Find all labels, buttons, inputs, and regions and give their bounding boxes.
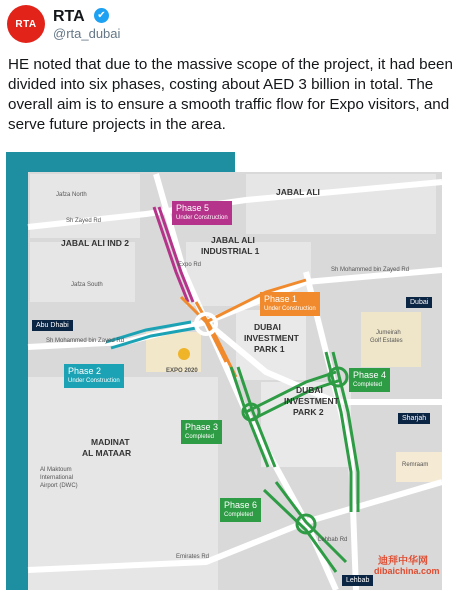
phase-5-tag[interactable] (172, 201, 232, 225)
verified-badge-icon: ✔ (94, 8, 109, 23)
avatar-text: RTA (15, 18, 37, 30)
phase-3-title: Phase 3 (185, 422, 219, 432)
area-madinat-l1: MADINAT (91, 437, 130, 447)
road-expo: Expo Rd (178, 262, 202, 268)
expo-label: EXPO 2020 (166, 368, 198, 374)
block-jafza-south (30, 242, 135, 302)
phase-4-title: Phase 4 (353, 370, 387, 380)
phase-3-status: Completed (185, 434, 215, 440)
area-jebel-ali: JABAL ALI (276, 187, 320, 197)
dest-lehbab: Lehbab (342, 575, 373, 586)
phase-4-status: Completed (353, 382, 383, 388)
area-jebel-ali-ind1-l2: INDUSTRIAL 1 (201, 246, 260, 256)
road-mbz-top: Sh Mohammed bin Zayed Rd (331, 267, 410, 273)
phase-6-status: Completed (224, 512, 254, 518)
area-dip2-l1: DUBAI (296, 385, 323, 395)
phase-2-status: Under Construction (68, 378, 120, 384)
phase-6-title: Phase 6 (224, 500, 258, 510)
account-name[interactable]: RTA (53, 8, 85, 25)
area-remraam: Remraam (402, 462, 429, 468)
road-emirates: Emirates Rd (176, 554, 210, 560)
area-airport-l2: International (40, 475, 74, 481)
account-handle[interactable]: @rta_dubai (53, 26, 121, 41)
phase-5-status: Under Construction (176, 215, 228, 221)
watermark-chinese: 迪拜中华网 (378, 556, 428, 567)
tweet-header (0, 0, 472, 52)
dest-sharjah: Sharjah (398, 413, 430, 424)
road-lehbab: Lehbab Rd (318, 537, 348, 543)
phase-4-tag[interactable] (349, 368, 390, 392)
expo-logo-icon (178, 348, 190, 360)
phase-6-tag[interactable] (220, 498, 261, 522)
phase-5-title: Phase 5 (176, 203, 210, 213)
phase-1-status: Under Construction (264, 306, 316, 312)
phase-2-title: Phase 2 (68, 366, 102, 376)
phase-1-tag[interactable] (260, 292, 320, 316)
area-dip1-l3: PARK 1 (254, 344, 285, 354)
area-jumeirah-l1: Jumeirah (376, 330, 401, 336)
area-jebel-ali-ind2: JABAL ALI IND 2 (61, 238, 130, 248)
watermark-url: dibaichina.com (374, 566, 440, 576)
phase-1-title: Phase 1 (264, 294, 298, 304)
phase-3-tag[interactable] (181, 420, 222, 444)
block-jafza-north (30, 174, 140, 238)
tweet-text: HE noted that due to the massive scope of the project, it had been divided into six phases, costing about AED 3 billion in total. The overall aim is to ensure a smooth traffic flow for Expo visitors, and serve future projects in the area. (8, 56, 453, 133)
area-jebel-ali-ind1-l1: JABAL ALI (211, 235, 255, 245)
dest-abu-dhabi: Abu Dhabi (32, 320, 73, 331)
area-jafza-north: Jafza North (56, 192, 87, 198)
area-airport-l1: Al Maktoum (40, 467, 72, 473)
area-dip2-l2: INVESTMENT (284, 396, 339, 406)
area-dip1-l1: DUBAI (254, 322, 281, 332)
area-jumeirah-l2: Golf Estates (370, 338, 403, 344)
area-dip2-l3: PARK 2 (293, 407, 324, 417)
phase-2-tag[interactable] (64, 364, 124, 388)
road-mbz-left: Sh Mohammed bin Zayed Rd (46, 338, 125, 344)
area-airport-l3: Airport (DWC) (40, 483, 78, 489)
avatar[interactable] (7, 5, 45, 43)
area-madinat-l2: AL MATAAR (82, 448, 132, 458)
area-jafza-south: Jafza South (71, 282, 103, 288)
area-dip1-l2: INVESTMENT (244, 333, 299, 343)
map-image[interactable] (6, 152, 465, 590)
dest-dubai: Dubai (406, 297, 432, 308)
road-sh-zayed: Sh Zayed Rd (66, 218, 102, 224)
